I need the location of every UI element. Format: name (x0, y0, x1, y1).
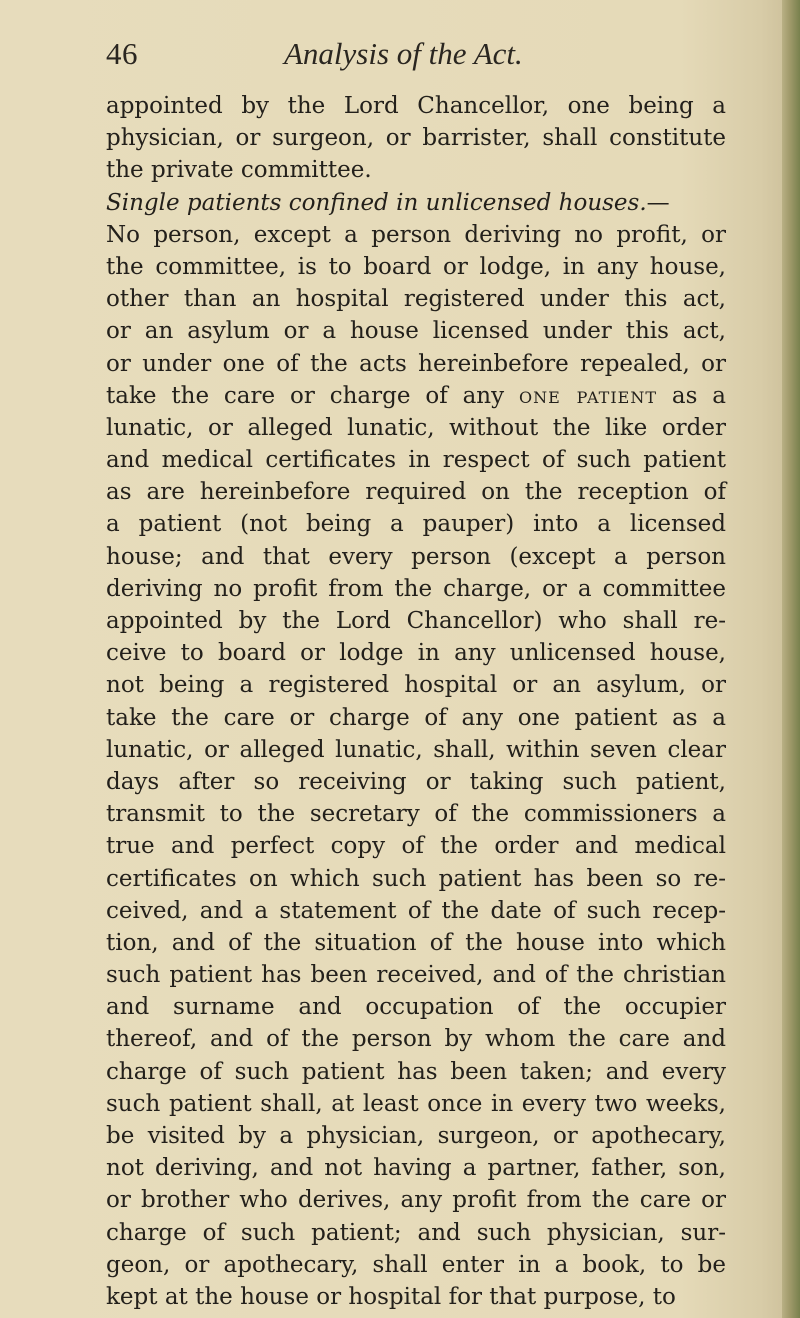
small-caps-phrase: one patient (519, 382, 657, 409)
heading-dash: — (646, 189, 670, 216)
text-line: charge of such patient has been taken; and every (106, 1058, 726, 1085)
body-text (106, 90, 726, 1313)
text-line: house; and that every person (except a person (106, 543, 726, 570)
text-line: other than an hospital registered under this act, (106, 286, 726, 313)
text-line: true and perfect copy of the order and medical (106, 833, 726, 860)
text-line: deriving no profit from the charge, or a committee (106, 575, 726, 602)
page-number: 46 (106, 36, 138, 71)
text-line: No person, except a person deriving no profit, or (106, 221, 726, 248)
text-line: lunatic, or alleged lunatic, without the like order (106, 414, 726, 441)
text-line: and surname and occupation of the occupier (106, 994, 726, 1021)
text-line: be visited by a physician, surgeon, or apothecary, (106, 1123, 726, 1149)
text-line: ceive to board or lodge in any unlicensed house, (106, 640, 726, 667)
text-line: or an asylum or a house licensed under this act, (106, 318, 726, 345)
text-line: thereof, and of the person by whom the care and (106, 1026, 726, 1053)
text-line: the private committee. (106, 157, 372, 184)
page-header (106, 36, 726, 80)
text-line: appointed by the Lord Chancellor) who shall re- (106, 608, 726, 634)
text-line: such patient has been received, and of the christian (106, 962, 726, 989)
text-line: appointed by the Lord Chancellor, one being a (106, 93, 726, 119)
text-line: the committee, is to board or lodge, in any house, (106, 253, 726, 280)
text-fragment: as a (657, 382, 726, 409)
text-line: kept at the house or hospital for that purpose, to (106, 1283, 676, 1310)
text-fragment: take the care or charge of any (106, 382, 519, 409)
running-title: Analysis of the Act. (284, 36, 523, 71)
text-line: tion, and of the situation of the house into which (106, 929, 726, 956)
text-line: a patient (not being a pauper) into a licensed (106, 511, 726, 538)
text-line: not being a registered hospital or an asylum, or (106, 672, 726, 699)
text-line: or under one of the acts hereinbefore repealed, or (106, 350, 726, 377)
page-binding-edge (782, 0, 800, 1318)
text-line: certificates on which such patient has been so re- (106, 865, 726, 892)
text-line: days after so receiving or taking such patient, (106, 768, 726, 795)
text-line: lunatic, or alleged lunatic, shall, within seven clear (106, 736, 726, 763)
text-line: such patient shall, at least once in every two weeks, (106, 1090, 726, 1117)
text-line: take the care or charge of any one patient as a (106, 704, 726, 731)
text-line: ceived, and a statement of the date of such recep- (106, 897, 726, 924)
text-line: transmit to the secretary of the commissioners a (106, 801, 726, 828)
text-line: geon, or apothecary, shall enter in a book, to be (106, 1251, 726, 1278)
text-line: or brother who derives, any profit from the care or (106, 1187, 726, 1214)
section-heading-line (106, 187, 726, 219)
text-line: and medical certificates in respect of such patient (106, 447, 726, 474)
text-line: as are hereinbefore required on the reception of (106, 479, 726, 506)
text-line: not deriving, and not having a partner, father, son, (106, 1155, 726, 1182)
text-line: physician, or surgeon, or barrister, shall constitute (106, 125, 726, 152)
text-line: charge of such patient; and such physician, sur- (106, 1219, 726, 1246)
section-heading: Single patients confined in unlicensed houses. (106, 189, 647, 216)
text-line-with-small-caps (106, 380, 726, 412)
